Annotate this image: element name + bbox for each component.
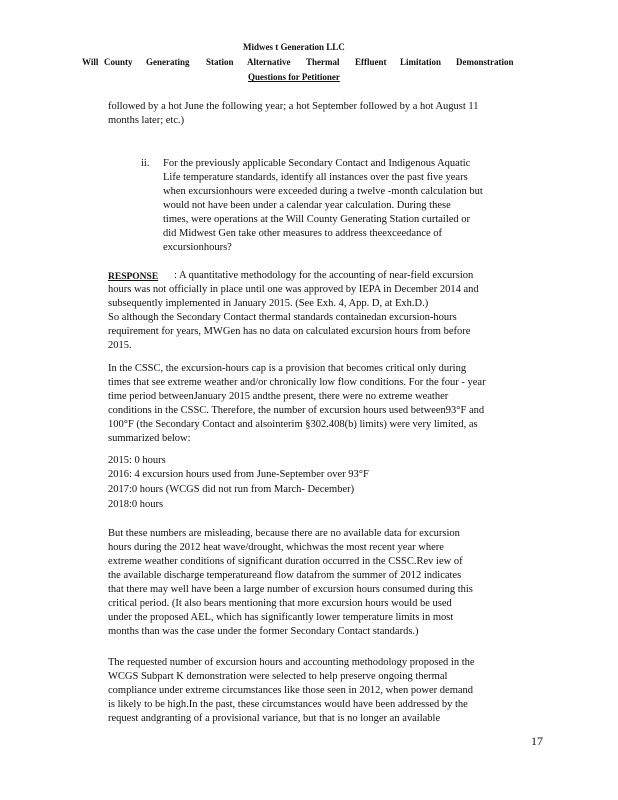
header-line-3: Questions for Petitioner <box>248 72 340 82</box>
response-label: RESPONSE <box>108 272 159 282</box>
response-line: hours was not officially in place until one was approved by IEPA in December 2014 and <box>108 284 479 295</box>
paragraph-line: hours during the 2012 heat wave/drought, whichwas the most recent year where <box>108 542 444 553</box>
paragraph-line: compliance under extreme circumstances like those seen in 2012, when power demand <box>108 685 474 696</box>
year-line: 2018:0 hours <box>108 499 164 510</box>
item-ii-line: excursionhours? <box>163 242 232 253</box>
paragraph-line: time period betweenJanuary 2015 andthe present, there were no extreme weather <box>108 391 449 402</box>
paragraph-line: that there may well have been a large number of excursion hours consumed during this <box>108 584 473 595</box>
paragraph-line: In the CSSC, the excursion-hours cap is a provision that becomes critical only during <box>108 363 467 374</box>
response-line: subsequently implemented in January 2015. (See Exh. 4, App. D, at Exh.D.) <box>108 298 429 309</box>
item-ii-line: did Midwest Gen take other measures to address theexceedance of <box>163 228 443 239</box>
response-line: So although the Secondary Contact thermal standards containedan excursion-hours <box>108 312 457 323</box>
header-word: Effluent <box>355 57 387 67</box>
header-word: Limitation <box>400 57 442 67</box>
paragraph-line: conditions in the CSSC. Therefore, the number of excursion hours used between93°F and <box>108 405 485 416</box>
header-line-1: Midwes t Generation LLC <box>243 42 345 52</box>
paragraph-line: times that see extreme weather and/or chronically low flow conditions. For the four - year <box>108 377 486 388</box>
paragraph-line: summarized below: <box>108 433 191 444</box>
header-word: Thermal <box>306 57 340 67</box>
paragraph-line: The requested number of excursion hours and accounting methodology proposed in the <box>108 657 475 668</box>
item-ii-line: would not have been under a calendar year calculation. During these <box>163 200 451 211</box>
page-number: 17 <box>531 734 543 748</box>
intro-line: months later; etc.) <box>108 115 185 126</box>
intro-line: followed by a hot June the following year; a hot September followed by a hot August 11 <box>108 101 479 112</box>
item-ii-line: when excursionhours were exceeded during a twelve -month calculation but <box>163 186 483 197</box>
item-ii-marker: ii. <box>141 158 150 169</box>
paragraph-line: 100°F (the Secondary Contact and alsointerim §302.408(b) limits) were very limited, as <box>108 419 478 430</box>
paragraph-line: under the proposed AEL, which has significantly lower temperature limits in most <box>108 612 454 623</box>
paragraph-line: months than was the case under the former Secondary Contact standards.) <box>108 626 419 637</box>
year-line: 2017:0 hours (WCGS did not run from March- December) <box>108 484 355 495</box>
header-word: Station <box>206 57 234 67</box>
paragraph-line: request andgranting of a provisional variance, but that is no longer an available <box>108 713 441 724</box>
paragraph-line: is likely to be high.In the past, these circumstances would have been addressed by the <box>108 699 468 710</box>
paragraph-line: WCGS Subpart K demonstration were selected to help preserve ongoing thermal <box>108 671 448 682</box>
year-line: 2015: 0 hours <box>108 455 166 466</box>
response-line: : A quantitative methodology for the accounting of near-field excursion <box>174 270 474 281</box>
response-line: requirement for years, MWGen has no data on calculated excursion hours from before <box>108 326 471 337</box>
item-ii-line: times, were operations at the Will County Generating Station curtailed or <box>163 214 471 225</box>
item-ii-line: For the previously applicable Secondary Contact and Indigenous Aquatic <box>163 158 471 169</box>
paragraph-line: the available discharge temperatureand flow datafrom the summer of 2012 indicates <box>108 570 462 581</box>
response-line: 2015. <box>108 340 132 351</box>
header-word: Will <box>82 57 99 67</box>
item-ii-line: Life temperature standards, identify all instances over the past five years <box>163 172 468 183</box>
paragraph-line: critical period. (It also bears mentioning that more excursion hours would be used <box>108 598 452 609</box>
header-word: County <box>104 57 133 67</box>
header-word: Generating <box>146 57 190 67</box>
paragraph-line: But these numbers are misleading, because there are no available data for excursion <box>108 528 460 539</box>
header-word: Alternative <box>247 57 291 67</box>
paragraph-line: extreme weather conditions of significant duration occurred in the CSSC.Rev iew of <box>108 556 463 567</box>
year-line: 2016: 4 excursion hours used from June-September over 93°F <box>108 469 369 480</box>
header-word: Demonstration <box>456 57 514 67</box>
